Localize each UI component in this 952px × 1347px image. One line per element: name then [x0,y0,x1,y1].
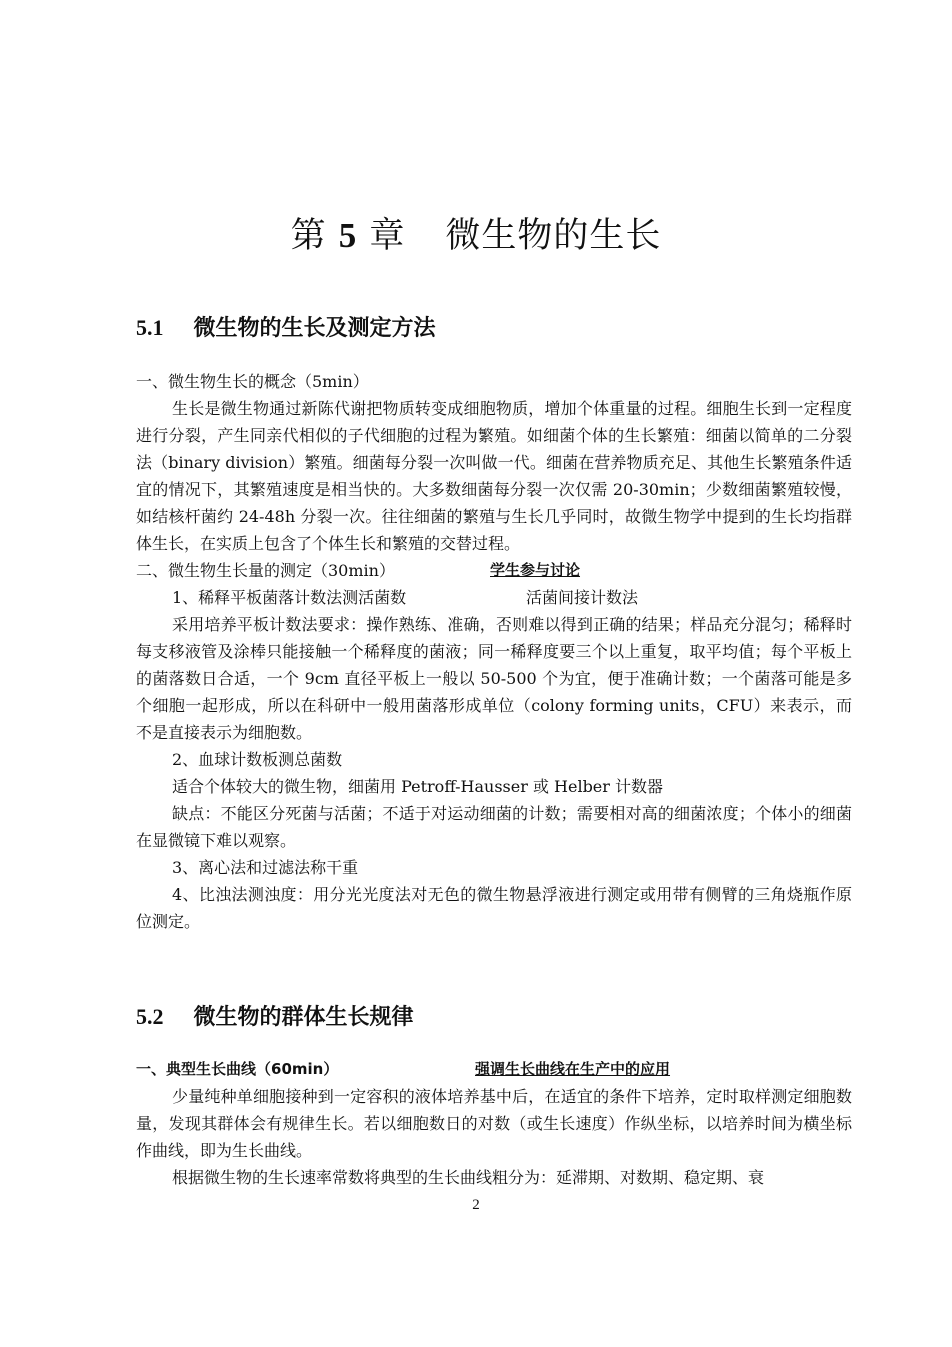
section-body-5-2 [136,1056,852,1191]
paragraph: 少量纯种单细胞接种到一定容积的液体培养基中后，在适宜的条件下培养，定时取样测定细胞数量，发现其群体会有规律生长。若以细胞数日的对数（或生长速度）作纵坐标，以培养时间为横坐标作曲线，即为生长曲线。 [136,1087,852,1160]
chapter-suffix: 章 [357,216,406,256]
subheading: 一、典型生长曲线（60min） [136,1060,339,1078]
paragraph: 缺点：不能区分死菌与活菌；不适于对运动细菌的计数；需要相对高的细菌浓度；个体小的细菌在显微镜下难以观察。 [136,804,852,850]
paragraph: 根据微生物的生长速率常数将典型的生长曲线粗分为：延滞期、对数期、稳定期、衰 [172,1168,765,1187]
paragraph: 采用培养平板计数法要求：操作熟练、准确，否则难以得到正确的结果；样品充分混匀；稀释时每支移液管及涂棒只能接触一个稀释度的菌液；同一稀释度要三个以上重复，取平均值；每个平板上的菌落数日合适，一个 9cm 直径平板上一般以 50-500 个为宜，便于准确计数；一个菌落可能是多个细胞一起形成，所以在科研中一般用菌落形成单位（colony forming units，CFU）来表示，而不是直接表示为细胞数。 [136,615,852,742]
chapter-title [0,208,952,258]
list-item: 2、血球计数板测总菌数 [172,750,343,769]
chapter-number: 5 [338,216,358,255]
section-number: 5.2 [136,1004,164,1029]
page-number: 2 [472,1197,480,1213]
subheading-row [136,557,852,584]
subheading-row [136,1056,852,1083]
section-body-5-1 [136,368,852,935]
chapter-name: 微生物的生长 [445,216,662,256]
paragraph: 适合个体较大的微生物，细菌用 Petroff-Hausser 或 Helber 计数器 [172,777,664,796]
section-title-5-2 [136,1000,414,1031]
annotation-note: 活菌间接计数法 [526,588,639,607]
section-heading: 微生物的群体生长规律 [193,1005,414,1030]
subheading: 一、微生物生长的概念（5min） [136,372,369,391]
paragraph: 生长是微生物通过新陈代谢把物质转变成细胞物质，增加个体重量的过程。细胞生长到一定程度进行分裂，产生同亲代相似的子代细胞的过程为繁殖。如细菌个体的生长繁殖：细菌以简单的二分裂法（binary division）繁殖。细菌每分裂一次叫做一代。细菌在营养物质充足、其他生长繁殖条件适宜的情况下，其繁殖速度是相当快的。大多数细菌每分裂一次仅需 20-30min；少数细菌繁殖较慢，如结核杆菌约 24-48h 分裂一次。往往细菌的繁殖与生长几乎同时，故微生物学中提到的生长均指群体生长，在实质上包含了个体生长和繁殖的交替过程。 [136,399,852,553]
chapter-prefix: 第 [290,216,339,256]
section-number: 5.1 [136,315,164,340]
item-row [136,584,852,611]
list-item: 3、离心法和过滤法称干重 [172,858,359,877]
list-item: 4、比浊法测浊度：用分光光度法对无色的微生物悬浮液进行测定或用带有侧臂的三角烧瓶作原位测定。 [136,885,852,931]
section-title-5-1 [136,311,436,342]
annotation-note: 强调生长曲线在生产中的应用 [475,1060,671,1078]
section-heading: 微生物的生长及测定方法 [193,316,436,341]
annotation-note: 学生参与讨论 [490,561,581,579]
subheading: 二、微生物生长量的测定（30min） [136,561,395,580]
list-item: 1、稀释平板菌落计数法测活菌数 [172,588,407,607]
